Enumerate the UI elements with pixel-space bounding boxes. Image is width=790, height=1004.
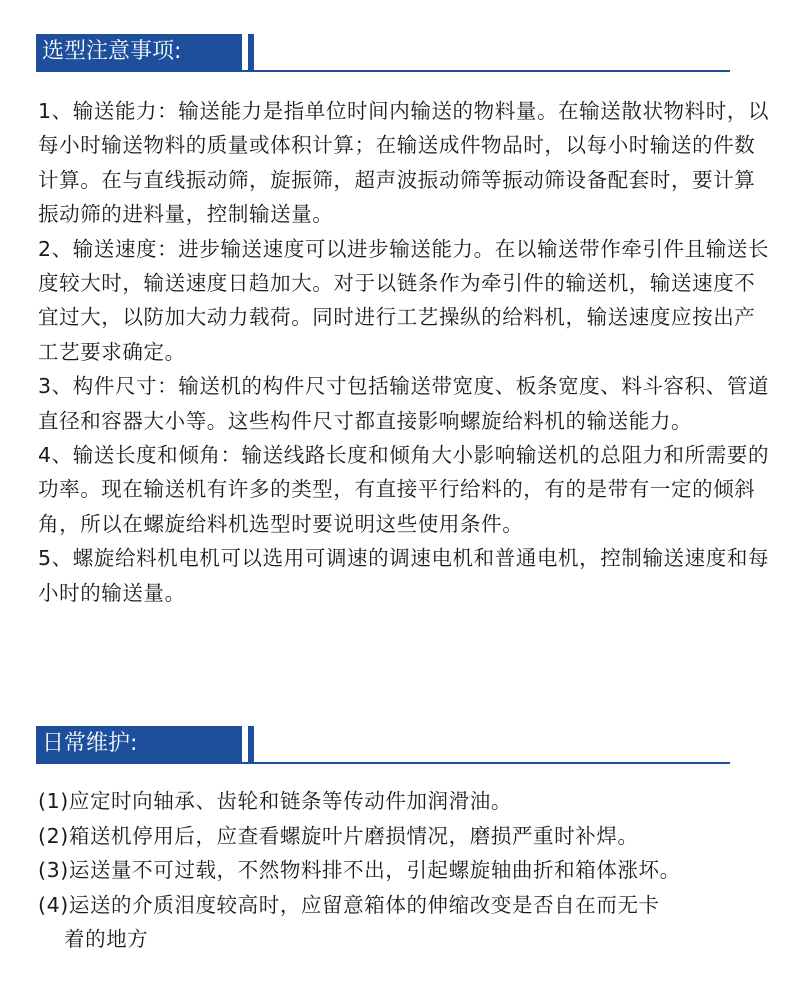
maintenance-item-number: (1): [38, 789, 69, 813]
maintenance-item-1: [38, 784, 774, 819]
maintenance-item-2: [38, 819, 774, 854]
selection-item-3: 3、构件尺寸：输送机的构件尺寸包括输送带宽度、板条宽度、料斗容积、管道直径和容器大小等。这些构件尺寸都直接影响螺旋给料机的输送能力。: [38, 374, 770, 433]
maintenance-item-number: (3): [38, 858, 69, 882]
maintenance-item-number: (4): [38, 892, 69, 917]
maintenance-item-3: [38, 853, 774, 888]
selection-content: [38, 94, 774, 610]
selection-item-1: 1、输送能力：输送能力是指单位时间内输送的物料量。在输送散状物料时，以每小时输送物料的质量或体积计算；在输送成件物品时，以每小时输送的件数计算。在与直线振动筛，旋振筛，超声波振动筛等振动筛设备配套时，要计算振动筛的进料量，控制输送量。: [38, 99, 770, 227]
section-title-selection: 选型注意事项:: [36, 34, 248, 70]
selection-item-2: 2、输送速度：进步输送速度可以进步输送能力。在以输送带作牵引件且输送长度较大时，输送速度日趋加大。对于以链条作为牵引件的输送机，输送速度不宜过大，以防加大动力载荷。同时进行工艺操纵的给料机，输送速度应按出产工艺要求确定。: [38, 236, 770, 364]
maintenance-item-continuation: 着的地方: [64, 927, 149, 951]
maintenance-item-4: [38, 888, 774, 957]
maintenance-item-number: (2): [38, 823, 69, 848]
maintenance-item-text: 运送量不可过载，不然物料排不出，引起螺旋轴曲折和箱体涨坏。: [68, 858, 681, 882]
maintenance-content: [38, 784, 774, 957]
maintenance-item-text: 运送的介质泪度较高时，应留意箱体的伸缩改变是否自在而无卡: [68, 892, 660, 917]
section-title-maintenance: 日常维护:: [36, 726, 248, 762]
maintenance-item-text: 应定时向轴承、齿轮和链条等传动件加润滑油。: [68, 789, 512, 813]
maintenance-item-text: 箱送机停用后，应查看螺旋叶片磨损情况，磨损严重时补焊。: [68, 823, 639, 848]
section-header-maintenance: [36, 726, 730, 764]
selection-item-4: 4、输送长度和倾角：输送线路长度和倾角大小影响输送机的总阻力和所需要的功率。现在输送机有许多的类型，有直接平行给料的，有的是带有一定的倾斜角，所以在螺旋给料机选型时要说明这些使用条件。: [38, 443, 770, 536]
selection-item-5: 5、螺旋给料机电机可以选用可调速的调速电机和普通电机，控制输送速度和每小时的输送量。: [38, 546, 770, 605]
section-header-selection: [36, 34, 730, 72]
